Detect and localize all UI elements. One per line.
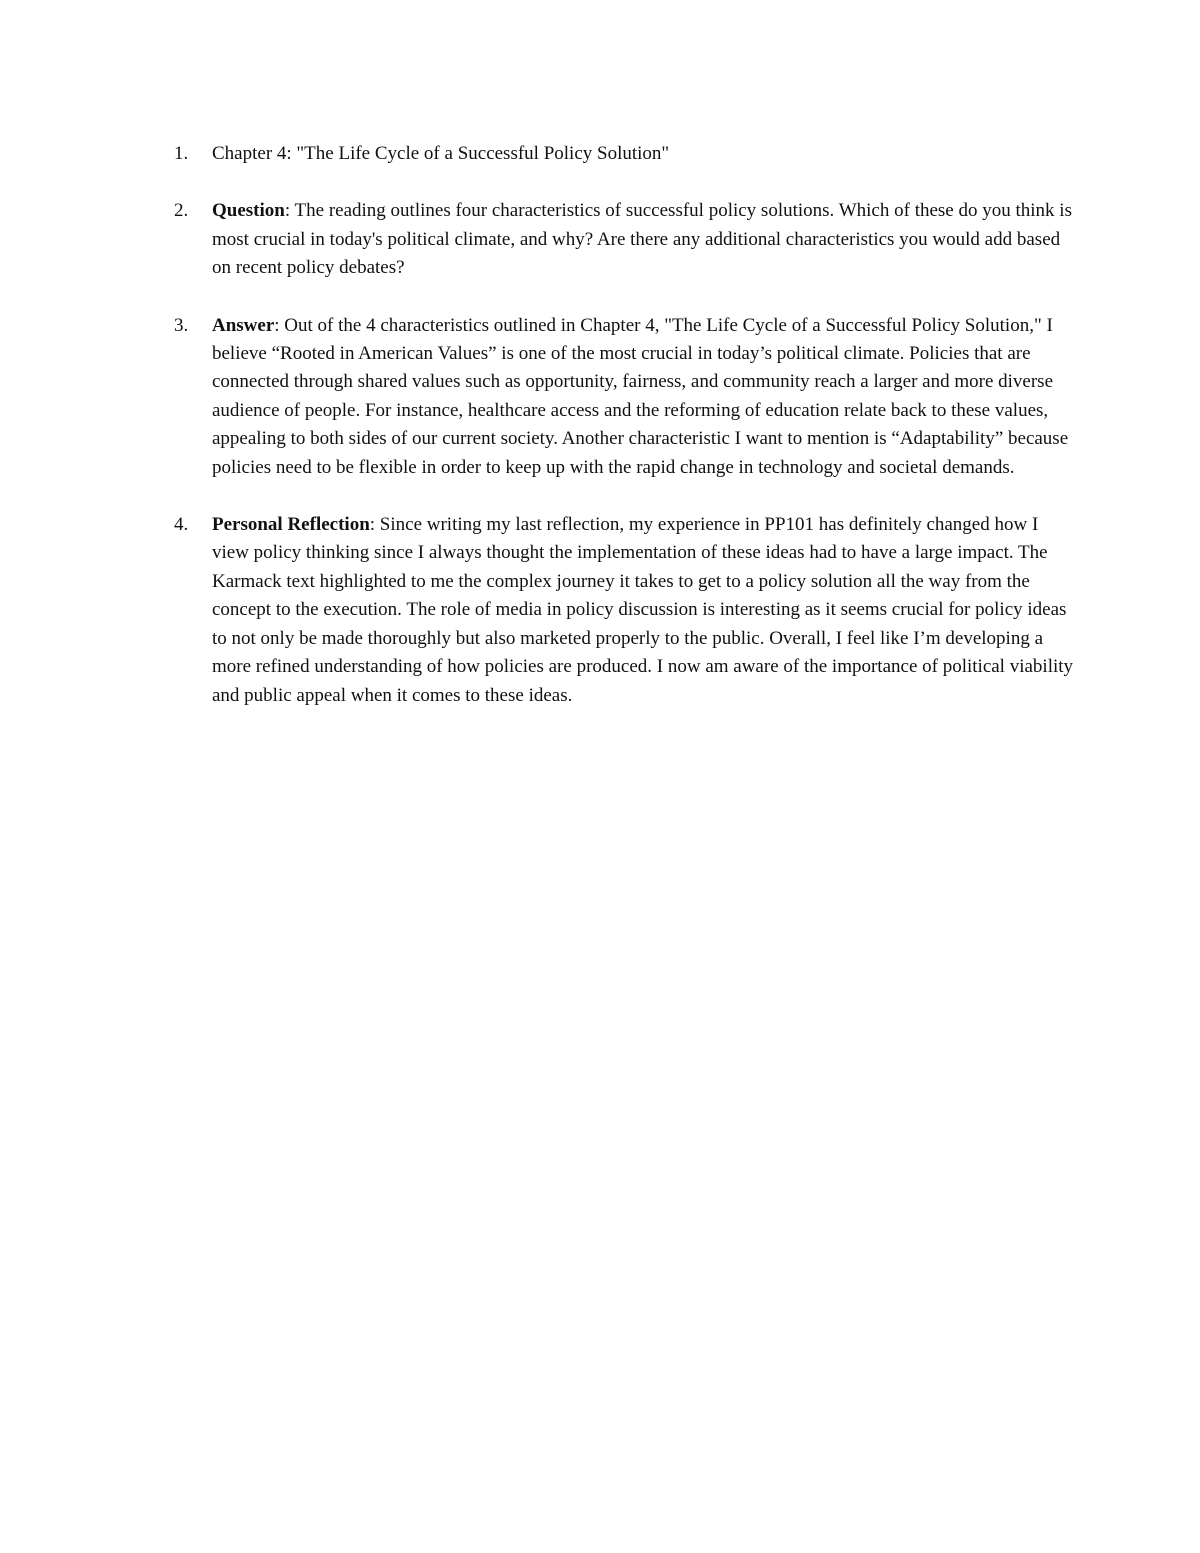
reflection-text: : Since writing my last reflection, my experience in PP101 has definitely changed how I view policy thinking since I always thought the implementation of these ideas had to have a large impact. The Karmack text highlighted to me the complex journey it takes to get to a policy solution all the way from the concept to the execution. The role of media in policy discussion is interesting as it seems crucial for policy ideas to not only be made thoroughly but also marketed properly to the public. Overall, I feel like I’m developing a more refined understanding of how policies are produced. I now am aware of the importance of political viability and public appeal when it comes to these ideas. xyxy=(212,514,1074,706)
question-text: : The reading outlines four characteristics of successful policy solutions. Which of these do you think is most crucial in today's political climate, and why? Are there any additional characteristics you would add based on recent policy debates? xyxy=(212,200,1072,279)
list-item-reflection xyxy=(174,511,1074,710)
list-item-answer xyxy=(174,312,1074,482)
answer-label: Answer xyxy=(212,314,275,336)
question-paragraph xyxy=(212,197,1074,282)
numbered-list xyxy=(174,140,1074,739)
chapter-title: Chapter 4: "The Life Cycle of a Successful Policy Solution" xyxy=(212,143,670,164)
question-label: Question xyxy=(212,200,285,222)
list-number: 4. xyxy=(174,514,189,536)
answer-text: : Out of the 4 characteristics outlined in Chapter 4, "The Life Cycle of a Successful Policy Solution," I believe “Rooted in American Values” is one of the most crucial in today’s political climate. Policies that are connected through shared values such as opportunity, fairness, and community reach a larger and more diverse audience of people. For instance, healthcare access and the reforming of education relate back to these values, appealing to both sides of our current society. Another characteristic I want to mention is “Adaptability” because policies need to be flexible in order to keep up with the rapid change in technology and societal demands. xyxy=(212,314,1069,478)
reflection-paragraph xyxy=(212,511,1074,710)
chapter-title-text xyxy=(212,140,1074,168)
list-number: 3. xyxy=(174,314,189,336)
list-number: 1. xyxy=(174,143,189,164)
list-item-chapter xyxy=(174,140,1074,168)
list-item-question xyxy=(174,197,1074,282)
list-number: 2. xyxy=(174,200,189,222)
answer-paragraph xyxy=(212,312,1074,482)
reflection-label: Personal Reflection xyxy=(212,514,370,536)
